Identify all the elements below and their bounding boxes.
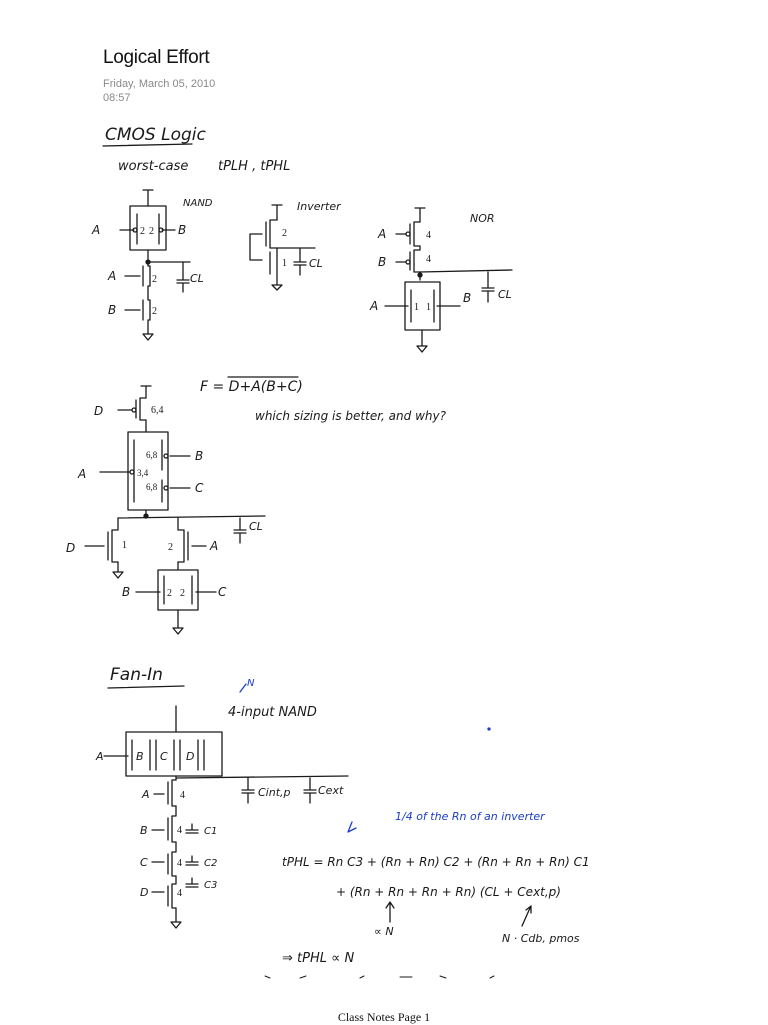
svg-text:4: 4 bbox=[177, 858, 182, 869]
svg-text:6,4: 6,4 bbox=[151, 405, 164, 416]
note-time: 08:57 bbox=[103, 92, 131, 104]
cint-label: Cint,p bbox=[258, 786, 291, 799]
svg-text:B: B bbox=[122, 585, 131, 599]
svg-text:1: 1 bbox=[122, 540, 127, 551]
svg-text:B: B bbox=[463, 291, 472, 305]
svg-text:B: B bbox=[108, 303, 117, 317]
proportional-n: ∝ N bbox=[374, 925, 394, 938]
four-input-nand-label: 4-input NAND bbox=[228, 705, 317, 720]
sizing-question: which sizing is better, and why? bbox=[255, 409, 446, 423]
tphl-equation-line1: tPHL = Rn C3 + (Rn + Rn) C2 + (Rn + Rn + Rn) C1 bbox=[282, 855, 590, 869]
svg-text:2: 2 bbox=[168, 542, 173, 553]
svg-text:4: 4 bbox=[177, 888, 182, 899]
svg-text:A: A bbox=[142, 788, 150, 801]
worst-case-label: worst-case bbox=[118, 159, 189, 174]
svg-text:6,8: 6,8 bbox=[146, 482, 158, 492]
svg-text:4: 4 bbox=[426, 230, 431, 241]
svg-text:A: A bbox=[78, 467, 87, 481]
svg-text:C3: C3 bbox=[204, 880, 218, 891]
svg-text:B: B bbox=[136, 750, 144, 763]
svg-text:B: B bbox=[178, 223, 187, 237]
cmos-heading: CMOS Logic bbox=[105, 125, 206, 145]
svg-text:2: 2 bbox=[282, 228, 287, 239]
note-date: Friday, March 05, 2010 bbox=[103, 78, 216, 90]
nor-label: NOR bbox=[470, 212, 495, 225]
svg-text:A: A bbox=[378, 227, 387, 241]
function-equation: F = D+A(B+C) bbox=[200, 379, 303, 395]
tphl-equation-line2: + (Rn + Rn + Rn + Rn) (CL + Cext,p) bbox=[336, 885, 561, 899]
svg-text:2: 2 bbox=[149, 226, 154, 237]
svg-text:C: C bbox=[160, 750, 168, 763]
svg-text:2: 2 bbox=[167, 588, 172, 599]
svg-text:D: D bbox=[94, 404, 104, 418]
svg-text:C: C bbox=[218, 585, 227, 599]
tplh-tphl-label: tPLH , tPHL bbox=[218, 159, 291, 174]
svg-text:A: A bbox=[108, 269, 117, 283]
svg-text:A: A bbox=[96, 750, 104, 763]
svg-text:D: D bbox=[66, 541, 76, 555]
conclusion: ⇒ tPHL ∝ N bbox=[282, 951, 355, 966]
inverter-label: Inverter bbox=[297, 200, 341, 213]
svg-text:C: C bbox=[195, 481, 204, 495]
svg-text:C1: C1 bbox=[204, 826, 218, 837]
svg-text:CL: CL bbox=[498, 288, 512, 301]
svg-text:C2: C2 bbox=[204, 858, 218, 869]
svg-text:CL: CL bbox=[309, 257, 323, 270]
svg-text:4: 4 bbox=[180, 790, 185, 801]
svg-text:D: D bbox=[186, 750, 195, 763]
n-cdb-pmos: N · Cdb, pmos bbox=[502, 932, 580, 945]
svg-text:3,4: 3,4 bbox=[137, 468, 149, 478]
page-title: Logical Effort bbox=[103, 47, 210, 68]
svg-text:2: 2 bbox=[180, 588, 185, 599]
svg-text:A: A bbox=[92, 223, 101, 237]
svg-text:1: 1 bbox=[426, 302, 431, 313]
svg-text:6,8: 6,8 bbox=[146, 450, 158, 460]
svg-text:4: 4 bbox=[426, 254, 431, 265]
svg-text:A: A bbox=[210, 539, 219, 553]
page-footer: Class Notes Page 1 bbox=[337, 1010, 431, 1024]
svg-text:2: 2 bbox=[152, 274, 157, 285]
svg-text:1: 1 bbox=[414, 302, 419, 313]
svg-text:B: B bbox=[195, 449, 204, 463]
svg-text:B: B bbox=[140, 824, 148, 837]
nand-label: NAND bbox=[183, 198, 213, 209]
svg-text:N: N bbox=[247, 678, 255, 689]
svg-text:B: B bbox=[378, 255, 387, 269]
svg-text:1: 1 bbox=[282, 258, 287, 269]
svg-text:4: 4 bbox=[177, 825, 182, 836]
cext-label: Cext bbox=[318, 784, 344, 797]
svg-text:CL: CL bbox=[190, 272, 204, 285]
svg-text:2: 2 bbox=[152, 306, 157, 317]
svg-text:C: C bbox=[140, 856, 148, 869]
rn-note: 1/4 of the Rn of an inverter bbox=[395, 810, 545, 823]
svg-text:CL: CL bbox=[249, 520, 263, 533]
fanin-heading: Fan-In bbox=[110, 665, 163, 685]
svg-text:2: 2 bbox=[140, 226, 145, 237]
svg-text:A: A bbox=[370, 299, 379, 313]
svg-text:D: D bbox=[140, 886, 149, 899]
